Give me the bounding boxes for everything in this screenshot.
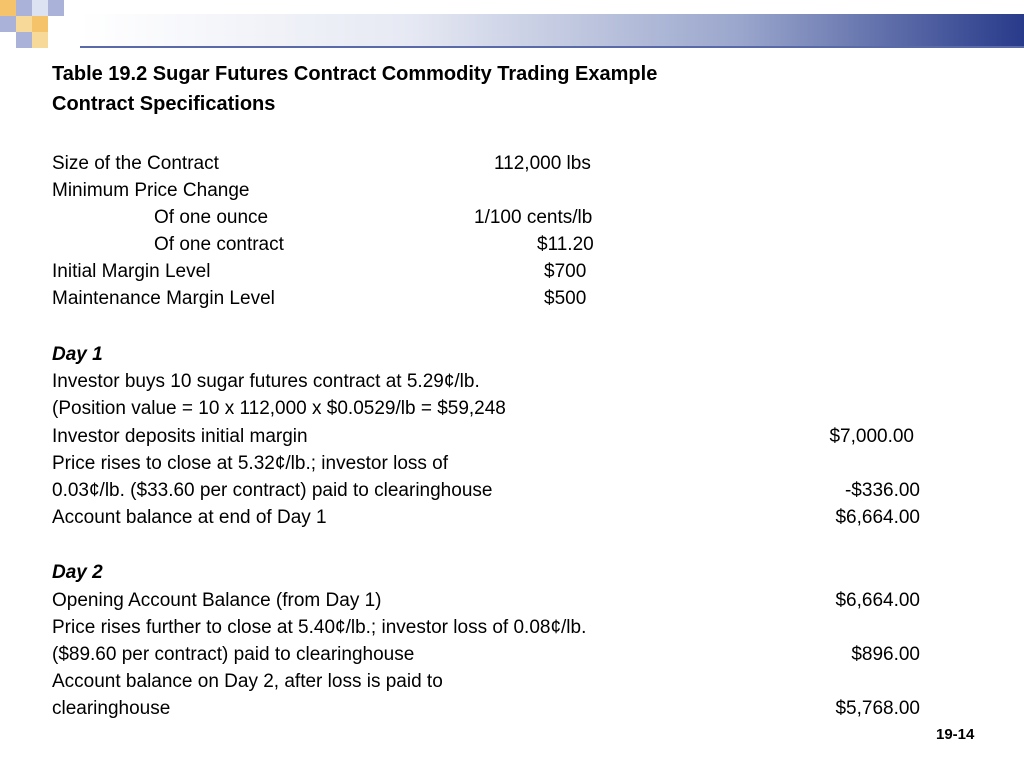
day2-opening-label: Opening Account Balance (from Day 1) (52, 590, 382, 611)
day1-loss-value: -$336.00 (844, 480, 920, 501)
min-change-label: Minimum Price Change (52, 180, 250, 201)
day2-line2: Price rises further to close at 5.40¢/lb.; investor loss of 0.08¢/lb. (52, 617, 587, 638)
corner-square (32, 16, 48, 32)
header-rule (80, 46, 1024, 48)
day1-loss-label: 0.03¢/lb. ($33.60 per contract) paid to clearinghouse (52, 480, 493, 501)
page-number: 19-14 (936, 726, 975, 743)
maintenance-margin-label: Maintenance Margin Level (52, 288, 275, 309)
corner-square (16, 16, 32, 32)
one-contract-value: $11.20 (537, 234, 594, 255)
day1-balance-label: Account balance at end of Day 1 (52, 507, 327, 528)
corner-square (0, 16, 16, 32)
day1-line1: Investor buys 10 sugar futures contract at 5.29¢/lb. (52, 371, 480, 392)
corner-square (32, 32, 48, 48)
corner-square (0, 0, 16, 16)
day1-balance-value: $6,664.00 (835, 507, 920, 528)
day1-deposit-value: $7,000.00 (829, 426, 914, 447)
day2-line4: Account balance on Day 2, after loss is paid to (52, 671, 443, 692)
day2-loss-value: $896.00 (851, 644, 920, 665)
day1-line4: Price rises to close at 5.32¢/lb.; investor loss of (52, 453, 449, 474)
maintenance-margin-value: $500 (544, 288, 587, 309)
day2-balance-value: $5,768.00 (835, 698, 920, 719)
day1-deposit-label: Investor deposits initial margin (52, 426, 308, 447)
corner-square (48, 0, 64, 16)
header-gradient-bar (80, 14, 1024, 48)
size-value: 112,000 lbs (494, 153, 591, 174)
corner-square (32, 0, 48, 16)
day2-loss-label: ($89.60 per contract) paid to clearinghouse (52, 644, 415, 665)
corner-square (16, 0, 32, 16)
day2-opening-value: $6,664.00 (835, 590, 920, 611)
size-label: Size of the Contract (52, 153, 219, 174)
slide-title-line1: Table 19.2 Sugar Futures Contract Commodity Trading Example (52, 63, 658, 85)
initial-margin-value: $700 (544, 261, 587, 282)
day2-heading: Day 2 (52, 562, 103, 583)
day2-balance-label: clearinghouse (52, 698, 171, 719)
day1-heading: Day 1 (52, 344, 103, 365)
one-ounce-label: Of one ounce (154, 207, 269, 228)
day1-line2: (Position value = 10 x 112,000 x $0.0529/lb = $59,248 (52, 398, 506, 419)
initial-margin-label: Initial Margin Level (52, 261, 211, 282)
corner-square (16, 32, 32, 48)
one-ounce-value: 1/100 cents/lb (474, 207, 593, 228)
one-contract-label: Of one contract (154, 234, 284, 255)
slide-title-line2: Contract Specifications (52, 93, 276, 115)
